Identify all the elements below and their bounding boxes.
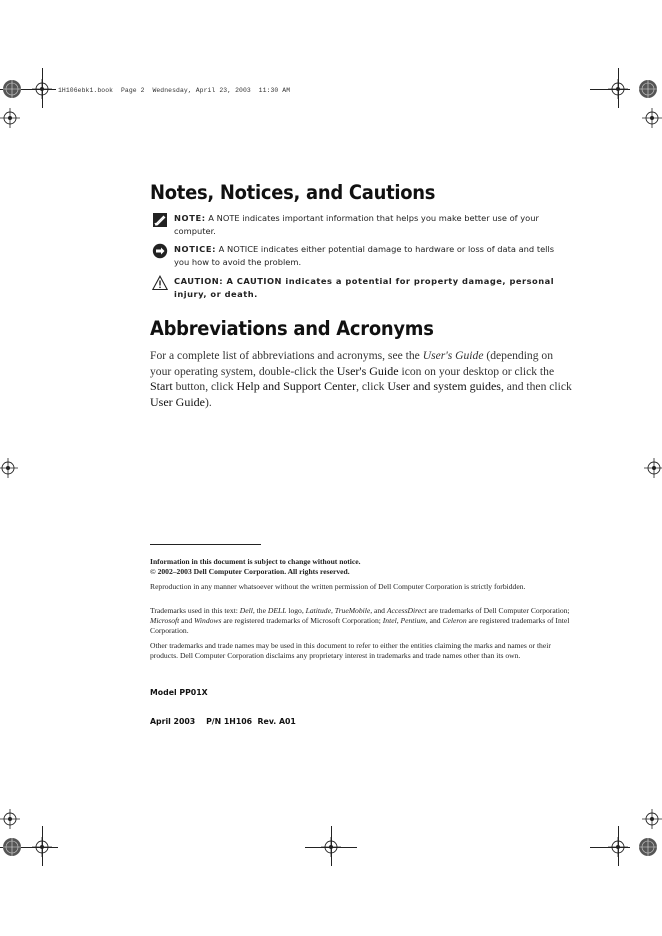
running-header: 1H106ebk1.book Page 2 Wednesday, April 23, 2003 11:30 AM (58, 87, 291, 94)
notice-label: NOTICE: (174, 244, 217, 254)
start-button-label: Start (150, 379, 173, 394)
registration-crosshair-icon (0, 457, 19, 479)
text-run: , (396, 616, 401, 625)
registration-crosshair-icon (320, 836, 342, 858)
registration-crosshair-icon (0, 808, 21, 830)
registration-crosshair-icon (641, 808, 662, 830)
tm-dell-logo: DELL (267, 606, 287, 615)
registration-filled-mark-icon (1, 836, 23, 858)
tm-dell: Dell (239, 606, 253, 615)
reproduction-notice: Reproduction in any manner whatsoever without the written permission of Dell Computer Corporation is strictly forbidden. (150, 582, 526, 591)
users-guide-title: User's Guide (422, 349, 484, 362)
abbrev-section-heading-wrap (150, 317, 570, 340)
registration-crosshair-icon (641, 107, 662, 129)
notes-section-title: Notes, Notices, and Cautions (150, 181, 436, 204)
notice-text (174, 243, 570, 269)
user-system-guides-label: User and system guides (387, 379, 501, 394)
text-run: , (330, 606, 335, 615)
tm-windows: Windows (194, 616, 222, 625)
tm-pentium: Pentium (400, 616, 426, 625)
text-run: Trademarks used in this text: (150, 606, 240, 615)
notice-block (150, 243, 570, 269)
notes-section-heading-wrap (150, 181, 570, 204)
tm-celeron: Celeron (442, 616, 467, 625)
legal-line-1: Information in this document is subject to change without notice. (150, 557, 361, 566)
text-run: ). (204, 395, 212, 409)
text-run: are registered trademarks of Microsoft Corporation; (221, 616, 383, 625)
copyright-line: © 2002–2003 Dell Computer Corporation. All rights reserved. (150, 567, 350, 576)
tm-microsoft: Microsoft (150, 616, 180, 625)
registration-crosshair-icon (607, 78, 629, 100)
warning-triangle-icon (152, 275, 168, 291)
note-text (174, 212, 570, 238)
other-trademarks-notice: Other trademarks and trade names may be used in this document to refer to either the entities claiming the marks and names or their products. Dell Computer Corporation disclaims any proprietary interest in trademarks and trade names other than its own. (150, 641, 551, 660)
text-run: , and (370, 606, 387, 615)
registration-filled-mark-icon (637, 78, 659, 100)
tm-accessdirect: AccessDirect (386, 606, 427, 615)
registration-crosshair-icon (31, 836, 53, 858)
users-guide-icon-label: User's Guide (336, 363, 399, 378)
help-support-center-label: Help and Support Center (236, 379, 357, 394)
text-run: For a complete list of abbreviations and acronyms, see the (150, 349, 423, 362)
pencil-note-icon (152, 212, 168, 228)
registration-crosshair-icon (31, 78, 53, 100)
text-run: icon on your desktop or click the (398, 364, 555, 378)
caution-text: CAUTION: A CAUTION indicates a potential for property damage, personal injury, or death. (174, 276, 555, 299)
abbrev-paragraph (150, 348, 574, 410)
text-run: , and then click (500, 380, 572, 394)
note-body: A NOTE indicates important information that helps you make better use of your computer. (174, 213, 539, 236)
text-run: , the (252, 606, 268, 615)
hand-arrow-notice-icon (152, 243, 168, 259)
tm-truemobile: TrueMobile (334, 606, 371, 615)
user-guide-label: User Guide (150, 394, 205, 409)
caution-block (150, 275, 570, 301)
note-label: NOTE: (174, 213, 206, 223)
abbrev-section-title: Abbreviations and Acronyms (150, 317, 434, 340)
tm-intel: Intel (382, 616, 397, 625)
registration-crosshair-icon (607, 836, 629, 858)
legal-notice-heading (150, 557, 572, 577)
date-part-number: April 2003 P/N 1H106 Rev. A01 (150, 717, 296, 726)
text-run: button, click (172, 380, 237, 394)
footnote-rule (150, 544, 261, 545)
text-run: (depending on your operating system, double-click the (150, 349, 554, 378)
notice-body: A NOTICE indicates either potential damage to hardware or loss of data and tells you how to avoid the problem. (174, 244, 555, 267)
text-run: , click (356, 380, 388, 394)
text-run: , and (425, 616, 443, 625)
text-run: are registered trademarks of Intel Corporation. (150, 616, 570, 635)
text-run: are trademarks of Dell Computer Corporation; (426, 606, 570, 615)
registration-crosshair-icon (643, 457, 662, 479)
registration-filled-mark-icon (1, 78, 23, 100)
text-run: logo, (286, 606, 306, 615)
note-block (150, 212, 570, 238)
model-number: Model PP01X (150, 688, 208, 697)
tm-latitude: Latitude (305, 606, 331, 615)
registration-filled-mark-icon (637, 836, 659, 858)
registration-crosshair-icon (0, 107, 21, 129)
text-run: and (179, 616, 195, 625)
trademark-notice (150, 606, 572, 636)
